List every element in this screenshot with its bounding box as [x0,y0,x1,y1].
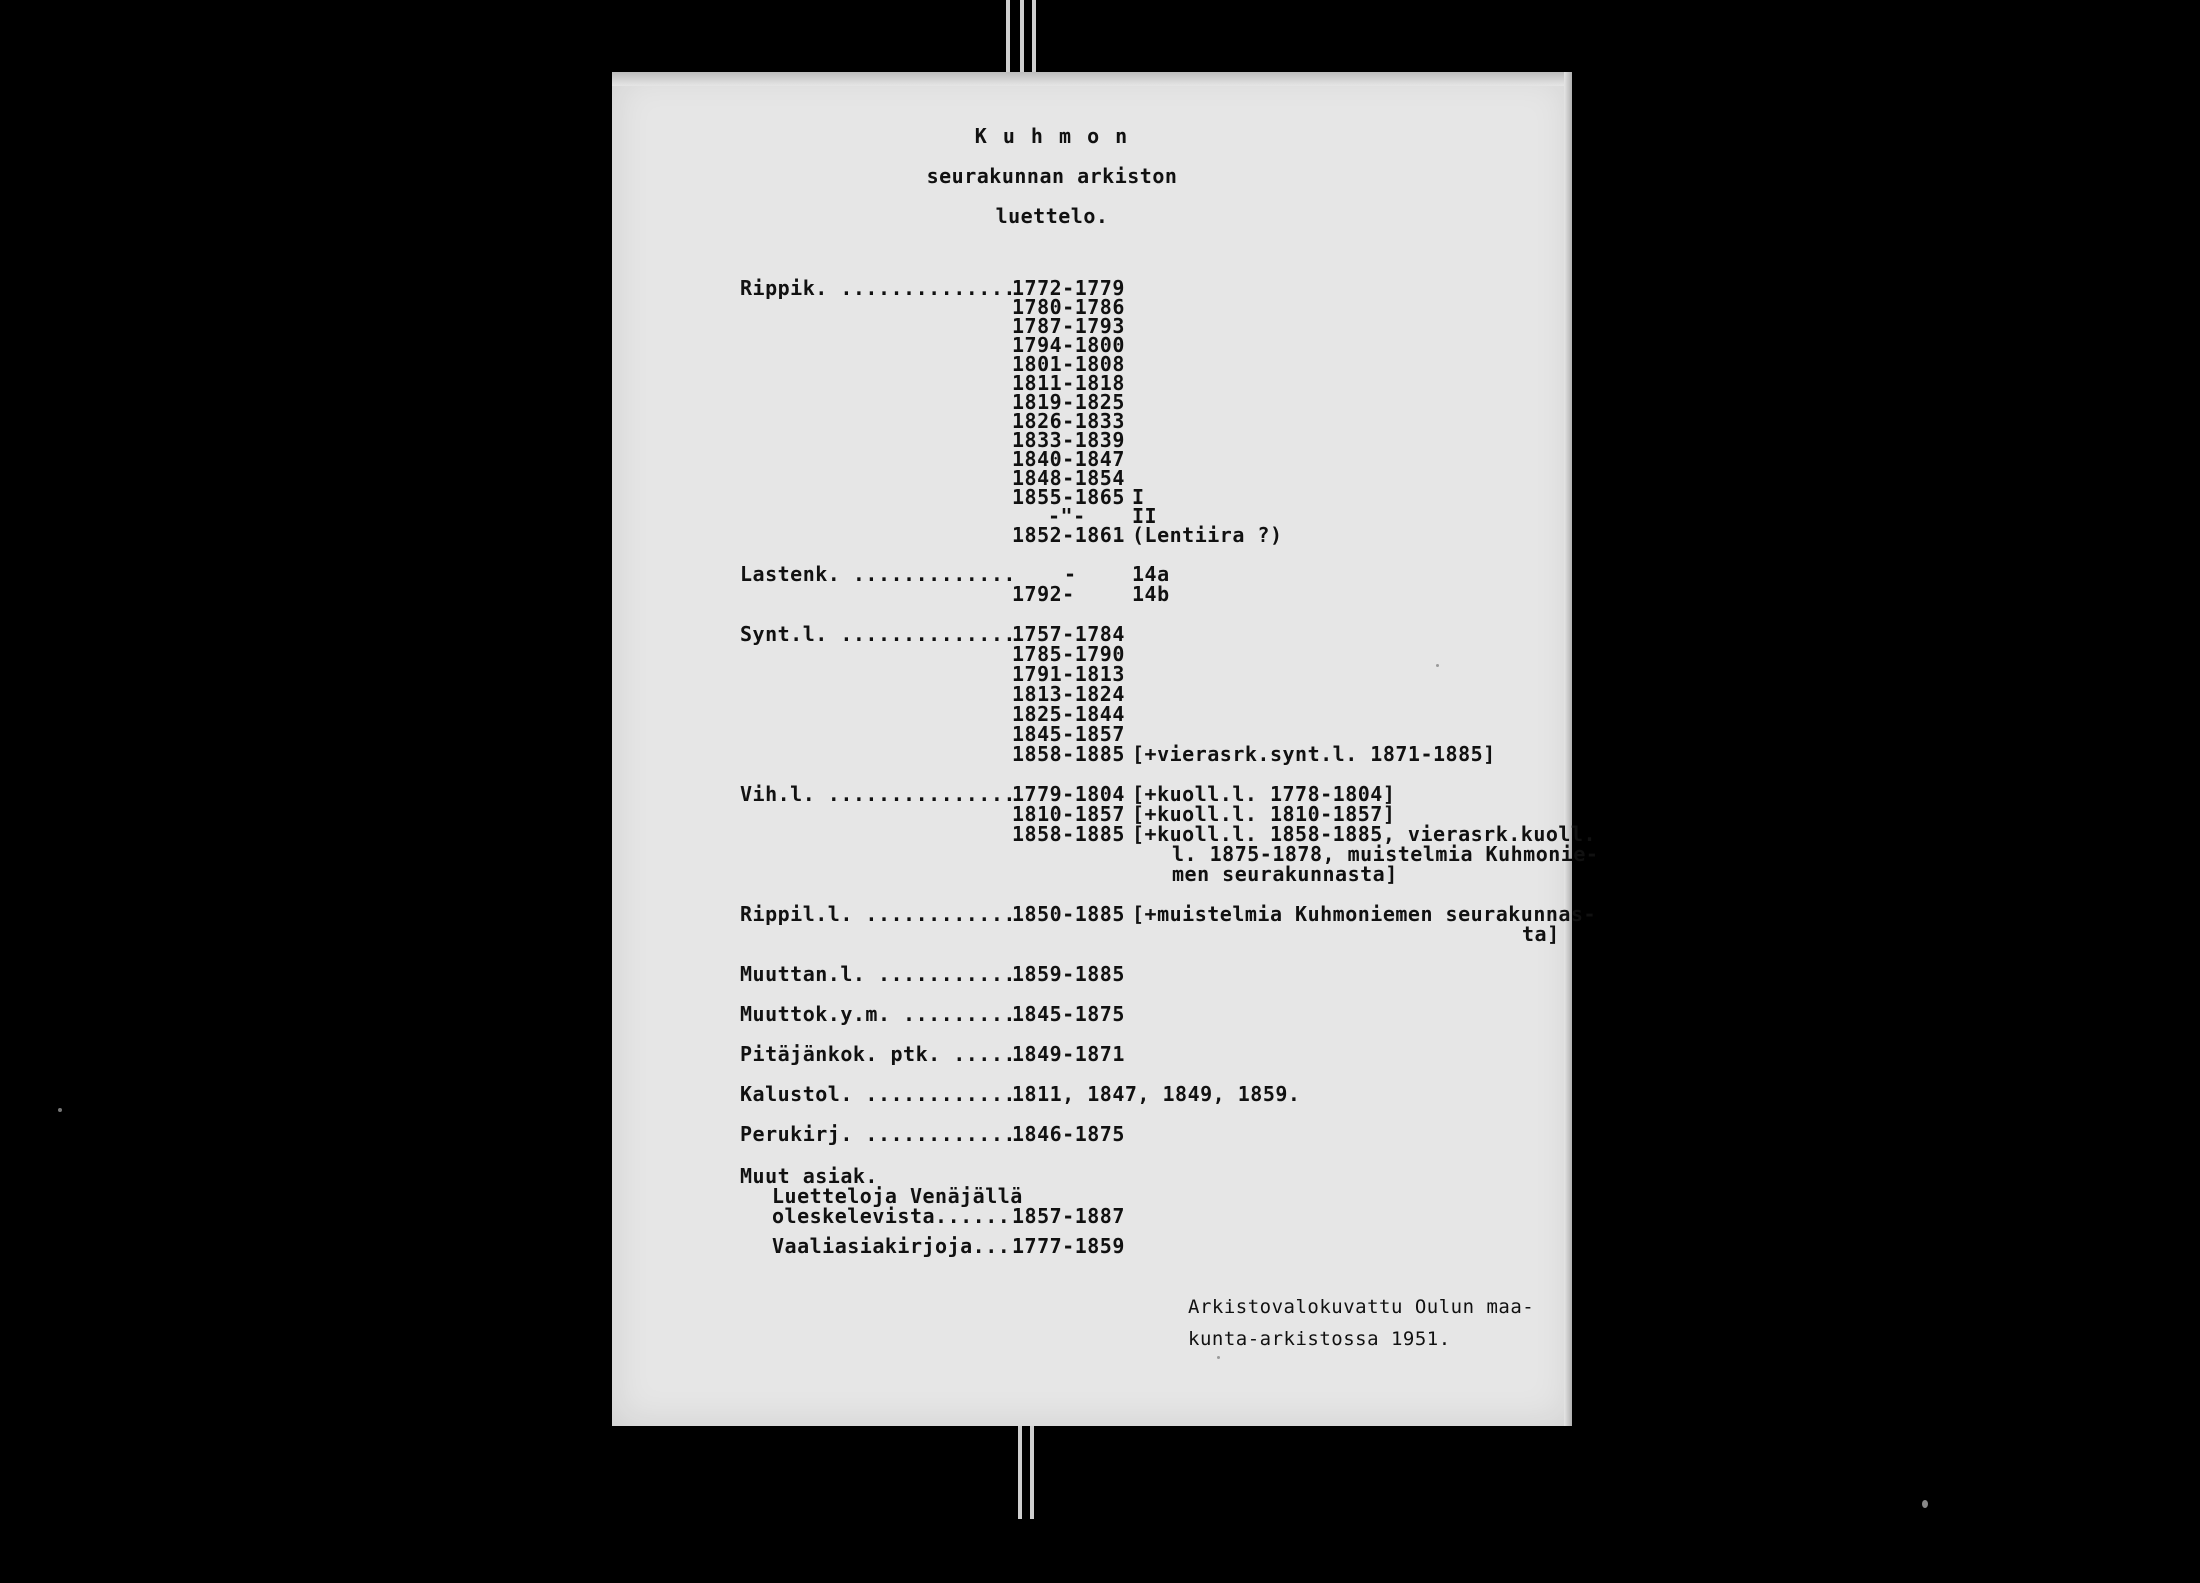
kalustol-label: Kalustol. ............ [740,1082,1016,1106]
rippik-year: 1819-1825 [1012,390,1125,414]
pitajankok-year: 1849-1871 [1012,1042,1125,1066]
vihl-year: 1810-1857 [1012,802,1125,826]
muut-item-year: 1777-1859 [1012,1234,1125,1258]
rippil-note: [+muistelmia Kuhmoniemen seurakunnas- [1132,902,1597,926]
film-speck [1922,1500,1928,1508]
muuttok-label: Muuttok.y.m. ......... [740,1002,1016,1026]
muut-item-label: Luetteloja Venäjällä [772,1184,1023,1208]
syntl-label: Synt.l. .............. [740,622,1016,646]
archive-photographed-note-2: kunta-arkistossa 1951. [1188,1328,1451,1350]
rippik-volume-note: I [1132,485,1145,509]
rippik-label: Rippik. .............. [740,276,1016,300]
vihl-note-continued: men seurakunnasta] [1172,862,1398,886]
syntl-year: 1785-1790 [1012,642,1125,666]
rippik-year: 1780-1786 [1012,295,1125,319]
rippik-year: 1848-1854 [1012,466,1125,490]
vihl-note: [+kuoll.l. 1858-1885, vierasrk.kuoll. [1132,822,1597,846]
paper-edge-right [1564,72,1572,1426]
rippik-year: 1833-1839 [1012,428,1125,452]
syntl-year: 1791-1813 [1012,662,1125,686]
muut-item-label: Vaaliasiakirjoja... [772,1234,1011,1258]
page-title: K u h m o n [974,124,1130,148]
rippik-lentiira-note: (Lentiira ?) [1132,523,1283,547]
syntl-year: 1757-1784 [1012,622,1125,646]
perukirj-label: Perukirj. ............ [740,1122,1016,1146]
muuttanl-year: 1859-1885 [1012,962,1125,986]
rippik-volume-note: II [1132,504,1158,528]
syntl-year: 1845-1857 [1012,722,1125,746]
rippik-year: 1852-1861 [1012,523,1125,547]
film-speck [58,1108,62,1112]
rippik-year: 1811-1818 [1012,371,1125,395]
film-rail-top-right [1032,0,1036,74]
muut-asiak-label: Muut asiak. [740,1164,878,1188]
rippil-note-continued: ta] [1522,922,1560,946]
film-rail-bottom-right [1030,1424,1034,1519]
rippik-year: 1787-1793 [1012,314,1125,338]
paper-edge-top [612,72,1572,86]
archive-catalog-page [612,72,1599,1426]
vihl-label: Vih.l. ............... [740,782,1016,806]
lastenk-note: 14b [1132,582,1170,606]
rippik-ditto: -"- [1048,504,1086,528]
vihl-year: 1779-1804 [1012,782,1125,806]
syntl-year: 1825-1844 [1012,702,1125,726]
lastenk-year: 1792- [1012,582,1075,606]
rippik-year: 1772-1779 [1012,276,1125,300]
muut-item-year: 1857-1887 [1012,1204,1125,1228]
page-subtitle-2: luettelo. [995,204,1109,228]
syntl-year: 1813-1824 [1012,682,1125,706]
vihl-note: [+kuoll.l. 1778-1804] [1132,782,1396,806]
lastenk-label: Lastenk. ............. [740,562,1016,586]
pitajankok-label: Pitäjänkok. ptk. ..... [740,1042,1016,1066]
muuttanl-label: Muuttan.l. ........... [740,962,1016,986]
lastenk-note: 14a [1132,562,1170,586]
paper-speck [1436,664,1439,667]
rippil-year: 1850-1885 [1012,902,1125,926]
film-rail-top-mid [1020,0,1024,74]
vihl-note-continued: l. 1875-1878, muistelmia Kuhmonie- [1172,842,1599,866]
muut-item-label: oleskelevista...... [772,1204,1011,1228]
syntl-note: [+vierasrk.synt.l. 1871-1885] [1132,742,1496,766]
rippik-year: 1840-1847 [1012,447,1125,471]
vihl-note: [+kuoll.l. 1810-1857] [1132,802,1396,826]
muuttok-year: 1845-1875 [1012,1002,1125,1026]
kalustol-year: 1811, 1847, 1849, 1859. [1012,1082,1301,1106]
rippik-year: 1801-1808 [1012,352,1125,376]
paper-speck [1217,1356,1220,1359]
archive-photographed-note: Arkistovalokuvattu Oulun maa- [1188,1296,1535,1318]
perukirj-year: 1846-1875 [1012,1122,1125,1146]
syntl-year: 1858-1885 [1012,742,1125,766]
page-subtitle: seurakunnan arkiston [926,164,1178,188]
rippik-year: 1826-1833 [1012,409,1125,433]
lastenk-year: - [1064,562,1077,586]
rippik-year: 1855-1865 [1012,485,1125,509]
film-rail-top-left [1006,0,1010,74]
rippil-label: Rippil.l. ............ [740,902,1016,926]
vihl-year: 1858-1885 [1012,822,1125,846]
rippik-year: 1794-1800 [1012,333,1125,357]
film-rail-bottom-left [1018,1424,1022,1519]
